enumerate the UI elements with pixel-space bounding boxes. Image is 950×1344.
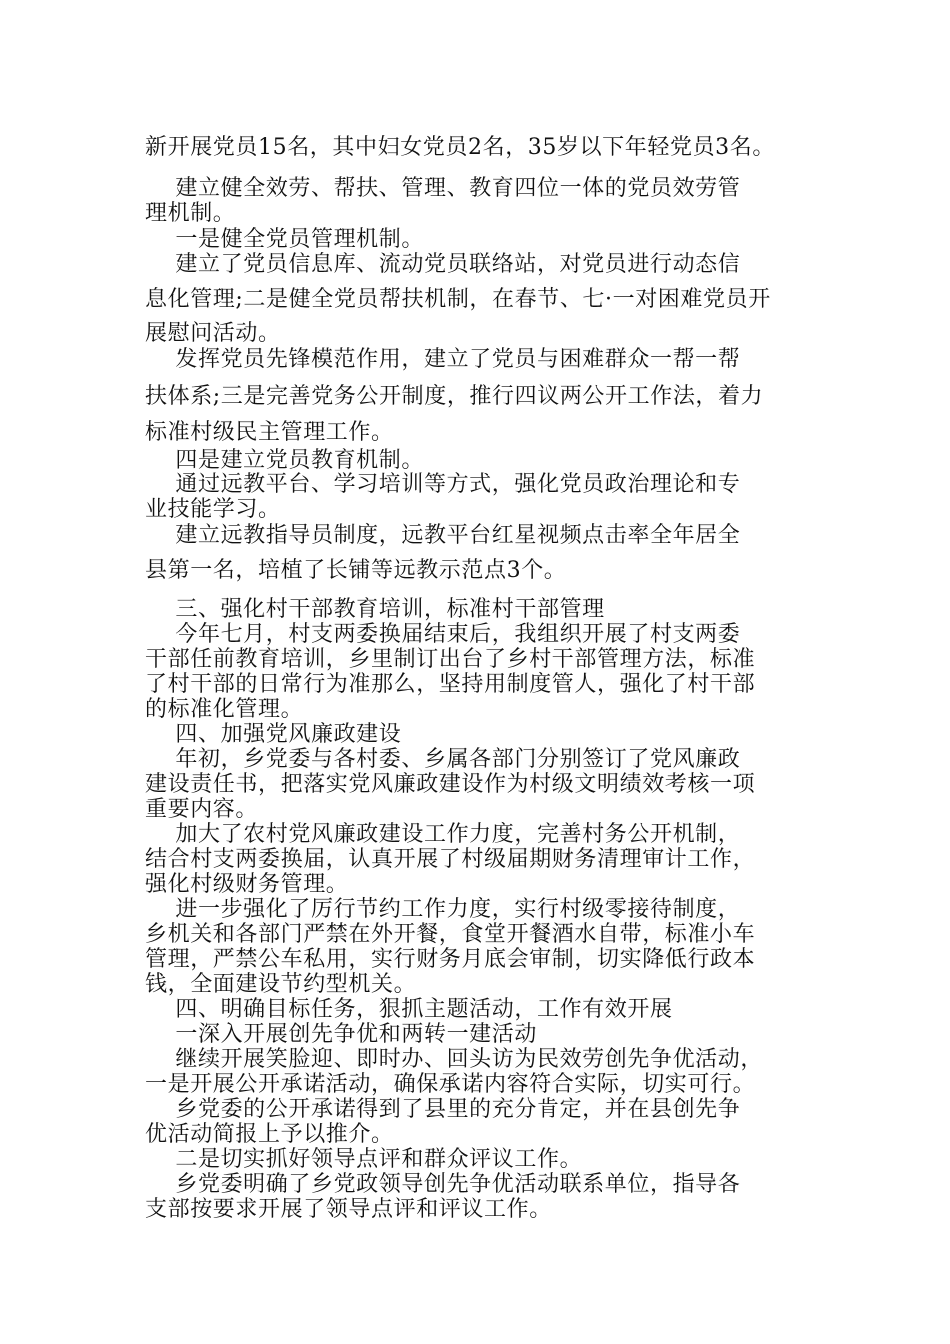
text-line: 结合村支两委换届，认真开展了村级届期财务清理审计工作， (145, 847, 756, 872)
text-line: 发挥党员先锋模范作用，建立了党员与困难群众一帮一帮 (145, 347, 741, 372)
text-line: 加大了农村党风廉政建设工作力度，完善村务公开机制， (145, 822, 741, 847)
text-line: 年初，乡党委与各村委、乡属各部门分别签订了党风廉政 (145, 747, 741, 772)
text-line: 继续开展笑脸迎、即时办、回头访为民效劳创先争优活动， (145, 1047, 763, 1072)
document-body (145, 0, 815, 1222)
text-line: 新开展党员15名，其中妇女党员2名，35岁以下年轻党员3名。 (145, 135, 775, 160)
text-line: 乡党委的公开承诺得到了县里的充分肯定，并在县创先争 (145, 1097, 741, 1122)
text-line: 重要内容。 (145, 797, 259, 822)
text-line: 建立了党员信息库、流动党员联络站，对党员进行动态信 (145, 252, 741, 277)
text-line: 业技能学习。 (145, 497, 281, 522)
text-line: 四、加强党风廉政建设 (145, 722, 402, 747)
text-line: 二是切实抓好领导点评和群众评议工作。 (145, 1147, 583, 1172)
text-line: 强化村级财务管理。 (145, 872, 349, 897)
text-line: 今年七月，村支两委换届结束后，我组织开展了村支两委 (145, 622, 741, 647)
text-line: 了村干部的日常行为准那么，坚持用制度管人，强化了村干部 (145, 672, 756, 697)
text-line: 一是开展公开承诺活动，确保承诺内容符合实际，切实可行。 (145, 1072, 756, 1097)
text-line: 进一步强化了厉行节约工作力度，实行村级零接待制度， (145, 897, 741, 922)
text-line: 标准村级民主管理工作。 (145, 420, 394, 445)
text-line: 一是健全党员管理机制。 (145, 227, 424, 252)
text-line: 展慰问活动。 (145, 321, 281, 346)
text-line: 干部任前教育培训，乡里制订出台了乡村干部管理方法，标准 (145, 647, 756, 672)
text-line: 乡党委明确了乡党政领导创先争优活动联系单位，指导各 (145, 1172, 741, 1197)
text-line: 理机制。 (145, 201, 236, 226)
text-line: 乡机关和各部门严禁在外开餐，食堂开餐酒水自带，标准小车 (145, 922, 756, 947)
text-line: 息化管理;二是健全党员帮扶机制，在春节、七·一对困难党员开 (145, 287, 771, 312)
text-line: 四、明确目标任务，狠抓主题活动，工作有效开展 (145, 997, 673, 1022)
text-line: 管理，严禁公车私用，实行财务月底会审制，切实降低行政本 (145, 947, 756, 972)
text-line: 通过远教平台、学习培训等方式，强化党员政治理论和专 (145, 472, 741, 497)
text-line: 三、强化村干部教育培训，标准村干部管理 (145, 597, 605, 622)
text-line: 钱，全面建设节约型机关。 (145, 972, 417, 997)
text-line: 支部按要求开展了领导点评和评议工作。 (145, 1197, 552, 1222)
text-line: 一深入开展创先争优和两转一建活动 (145, 1022, 537, 1047)
text-line: 的标准化管理。 (145, 697, 304, 722)
text-line: 建立健全效劳、帮扶、管理、教育四位一体的党员效劳管 (145, 176, 741, 201)
text-line: 县第一名，培植了长铺等远教示范点3个。 (145, 558, 567, 583)
text-line: 建立远教指导员制度，远教平台红星视频点击率全年居全 (145, 523, 741, 548)
text-line: 四是建立党员教育机制。 (145, 448, 424, 473)
text-line: 建设责任书，把落实党风廉政建设作为村级文明绩效考核一项 (145, 772, 756, 797)
text-line: 优活动简报上予以推介。 (145, 1122, 394, 1147)
text-line: 扶体系;三是完善党务公开制度，推行四议两公开工作法，着力 (145, 384, 764, 409)
